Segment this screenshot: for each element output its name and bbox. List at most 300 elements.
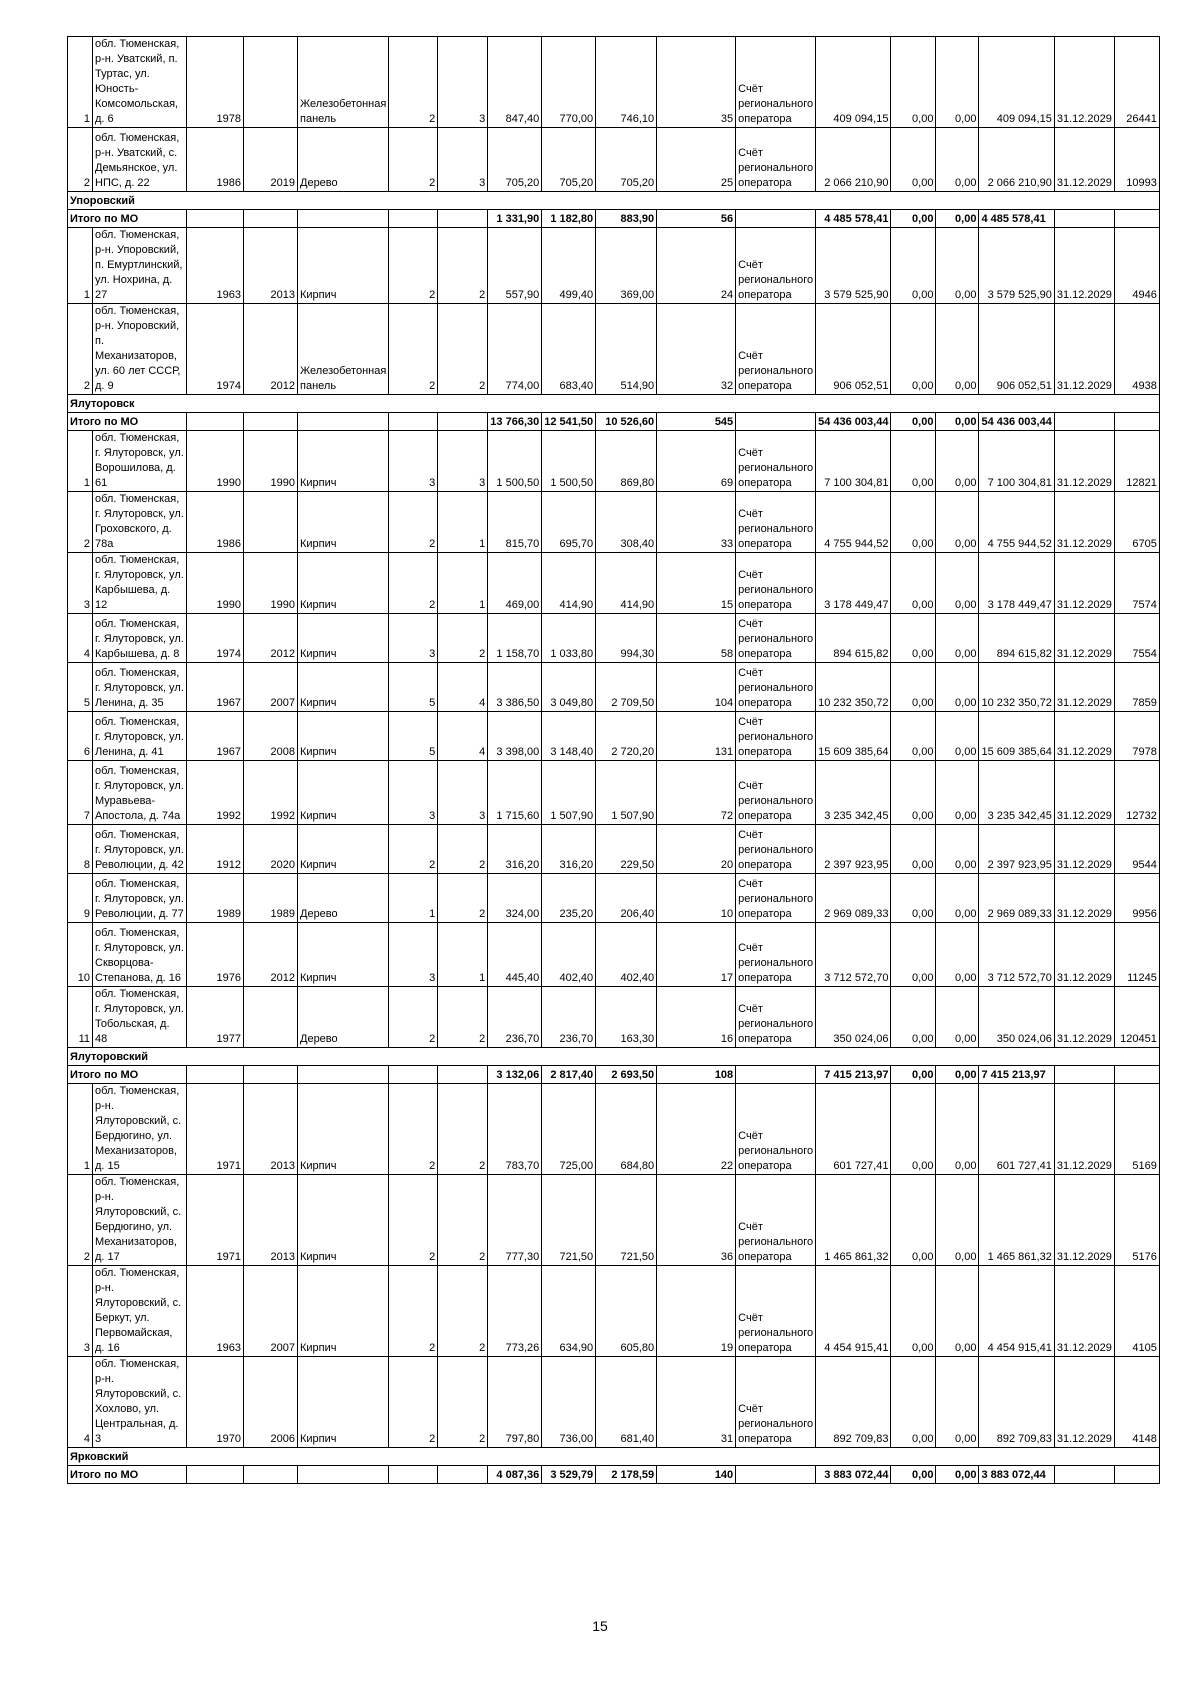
total-empty (298, 1466, 389, 1484)
funding-method: Счёт регионального оператора (736, 1266, 816, 1357)
counter: 26441 (1114, 37, 1159, 128)
entrances: 4 (438, 663, 488, 712)
funding-method: Счёт регионального оператора (736, 492, 816, 553)
row-number: 2 (68, 1175, 93, 1266)
wall-material: Железобетонная панель (298, 304, 389, 395)
total-cost: 4 485 578,41 (816, 210, 891, 228)
mo-header-row (68, 192, 1160, 210)
residents: 69 (657, 431, 736, 492)
wall-material: Кирпич (298, 663, 389, 712)
funding-method: Счёт регионального оператора (736, 761, 816, 825)
wall-material: Кирпич (298, 228, 389, 304)
residents: 33 (657, 492, 736, 553)
total-area-residential: 10 526,60 (596, 413, 657, 431)
total-zero-1: 0,00 (891, 413, 936, 431)
area-premises: 705,20 (542, 128, 596, 192)
total-cost-2: 4 485 578,41 (979, 210, 1054, 228)
address-cell: обл. Тюменская, р-н. Ялуторовский, с. Беркут, ул. Первомайская, д. 16 (93, 1266, 187, 1357)
wall-material: Кирпич (298, 712, 389, 761)
zero-1: 0,00 (891, 663, 936, 712)
area-residential: 994,30 (596, 614, 657, 663)
area-premises: 1 507,90 (542, 761, 596, 825)
area-residential: 2 709,50 (596, 663, 657, 712)
counter: 9544 (1114, 825, 1159, 874)
area-premises: 634,90 (542, 1266, 596, 1357)
zero-1: 0,00 (891, 923, 936, 987)
residents: 16 (657, 987, 736, 1048)
row-number: 1 (68, 431, 93, 492)
table-row (68, 1084, 1160, 1175)
row-number: 11 (68, 987, 93, 1048)
total-empty (438, 1466, 488, 1484)
address-cell: обл. Тюменская, р-н. Уватский, с. Демьянское, ул. НПС, д. 22 (93, 128, 187, 192)
total-label: Итого по МО (68, 1466, 187, 1484)
address-cell: обл. Тюменская, р-н. Ялуторовский, с. Бердюгино, ул. Механизаторов, д. 15 (93, 1084, 187, 1175)
cost: 892 709,83 (816, 1357, 891, 1448)
wall-material: Дерево (298, 128, 389, 192)
area-premises: 235,20 (542, 874, 596, 923)
total-empty (298, 413, 389, 431)
total-empty (1054, 1466, 1114, 1484)
cost-2: 3 235 342,45 (979, 761, 1054, 825)
residents: 24 (657, 228, 736, 304)
entrances: 2 (438, 1084, 488, 1175)
counter: 11245 (1114, 923, 1159, 987)
year-built: 1974 (187, 614, 244, 663)
mo-name: Ярковский (68, 1448, 1160, 1466)
deadline-date: 31.12.2029 (1054, 553, 1114, 614)
entrances: 1 (438, 492, 488, 553)
table-row (68, 874, 1160, 923)
address-cell: обл. Тюменская, г. Ялуторовск, ул. Карбышева, д. 12 (93, 553, 187, 614)
cost: 4 755 944,52 (816, 492, 891, 553)
total-empty (1114, 1466, 1159, 1484)
row-number: 5 (68, 663, 93, 712)
residents: 10 (657, 874, 736, 923)
row-number: 8 (68, 825, 93, 874)
zero-2: 0,00 (936, 923, 979, 987)
total-area-premises: 12 541,50 (542, 413, 596, 431)
cost-2: 4 755 944,52 (979, 492, 1054, 553)
deadline-date: 31.12.2029 (1054, 1175, 1114, 1266)
floors: 5 (389, 712, 438, 761)
deadline-date: 31.12.2029 (1054, 712, 1114, 761)
zero-1: 0,00 (891, 1084, 936, 1175)
area-residential: 746,10 (596, 37, 657, 128)
zero-2: 0,00 (936, 663, 979, 712)
year-repaired: 2012 (244, 614, 298, 663)
total-empty (244, 1066, 298, 1084)
deadline-date: 31.12.2029 (1054, 987, 1114, 1048)
entrances: 3 (438, 761, 488, 825)
year-built: 1963 (187, 228, 244, 304)
zero-1: 0,00 (891, 228, 936, 304)
cost: 10 232 350,72 (816, 663, 891, 712)
area-total: 1 715,60 (488, 761, 542, 825)
address-cell: обл. Тюменская, г. Ялуторовск, ул. Ленина, д. 35 (93, 663, 187, 712)
year-repaired: 2013 (244, 1175, 298, 1266)
area-residential: 721,50 (596, 1175, 657, 1266)
total-zero-1: 0,00 (891, 1066, 936, 1084)
funding-method: Счёт регионального оператора (736, 663, 816, 712)
address-cell: обл. Тюменская, г. Ялуторовск, ул. Ворошилова, д. 61 (93, 431, 187, 492)
cost-2: 3 712 572,70 (979, 923, 1054, 987)
address-cell: обл. Тюменская, р-н. Упоровский, п. Емуртлинский, ул. Нохрина, д. 27 (93, 228, 187, 304)
residents: 35 (657, 37, 736, 128)
area-residential: 308,40 (596, 492, 657, 553)
zero-1: 0,00 (891, 987, 936, 1048)
row-number: 3 (68, 553, 93, 614)
deadline-date: 31.12.2029 (1054, 614, 1114, 663)
total-empty (1114, 210, 1159, 228)
row-number: 1 (68, 37, 93, 128)
residents: 20 (657, 825, 736, 874)
total-empty (736, 1466, 816, 1484)
total-residents: 56 (657, 210, 736, 228)
wall-material: Кирпич (298, 431, 389, 492)
area-total: 797,80 (488, 1357, 542, 1448)
year-repaired: 2012 (244, 923, 298, 987)
year-built: 1986 (187, 128, 244, 192)
mo-header-row (68, 1448, 1160, 1466)
year-built: 1971 (187, 1175, 244, 1266)
cost: 409 094,15 (816, 37, 891, 128)
counter: 7978 (1114, 712, 1159, 761)
counter: 7554 (1114, 614, 1159, 663)
entrances: 2 (438, 1357, 488, 1448)
mo-header-row (68, 1048, 1160, 1066)
floors: 2 (389, 304, 438, 395)
row-number: 2 (68, 492, 93, 553)
total-residents: 545 (657, 413, 736, 431)
wall-material: Кирпич (298, 1175, 389, 1266)
total-empty (187, 413, 244, 431)
year-repaired: 1990 (244, 553, 298, 614)
residents: 36 (657, 1175, 736, 1266)
table-row (68, 492, 1160, 553)
table-row (68, 663, 1160, 712)
area-premises: 695,70 (542, 492, 596, 553)
cost-2: 2 969 089,33 (979, 874, 1054, 923)
address-cell: обл. Тюменская, г. Ялуторовск, ул. Тобольская, д. 48 (93, 987, 187, 1048)
table-row (68, 987, 1160, 1048)
area-residential: 2 720,20 (596, 712, 657, 761)
entrances: 4 (438, 712, 488, 761)
total-label: Итого по МО (68, 1066, 187, 1084)
wall-material: Кирпич (298, 492, 389, 553)
floors: 2 (389, 1357, 438, 1448)
floors: 2 (389, 128, 438, 192)
mo-total-row (68, 210, 1160, 228)
floors: 3 (389, 923, 438, 987)
floors: 2 (389, 987, 438, 1048)
residents: 58 (657, 614, 736, 663)
area-premises: 402,40 (542, 923, 596, 987)
total-area-premises: 2 817,40 (542, 1066, 596, 1084)
total-area-total: 13 766,30 (488, 413, 542, 431)
floors: 2 (389, 228, 438, 304)
total-empty (187, 1466, 244, 1484)
total-cost: 7 415 213,97 (816, 1066, 891, 1084)
floors: 3 (389, 761, 438, 825)
counter: 4938 (1114, 304, 1159, 395)
area-residential: 684,80 (596, 1084, 657, 1175)
year-built: 1989 (187, 874, 244, 923)
floors: 3 (389, 614, 438, 663)
entrances: 3 (438, 128, 488, 192)
residents: 15 (657, 553, 736, 614)
zero-2: 0,00 (936, 37, 979, 128)
year-built: 1967 (187, 663, 244, 712)
page-number: 15 (592, 1618, 608, 1634)
zero-2: 0,00 (936, 761, 979, 825)
counter: 10993 (1114, 128, 1159, 192)
mo-total-row (68, 413, 1160, 431)
floors: 2 (389, 1266, 438, 1357)
mo-total-row (68, 1066, 1160, 1084)
entrances: 2 (438, 614, 488, 663)
address-cell: обл. Тюменская, р-н. Ялуторовский, с. Хохлово, ул. Центральная, д. 3 (93, 1357, 187, 1448)
wall-material: Кирпич (298, 1357, 389, 1448)
zero-1: 0,00 (891, 614, 936, 663)
year-repaired: 2012 (244, 304, 298, 395)
total-area-residential: 2 693,50 (596, 1066, 657, 1084)
cost: 3 712 572,70 (816, 923, 891, 987)
cost: 894 615,82 (816, 614, 891, 663)
deadline-date: 31.12.2029 (1054, 228, 1114, 304)
total-empty (1054, 413, 1114, 431)
area-residential: 705,20 (596, 128, 657, 192)
counter: 4148 (1114, 1357, 1159, 1448)
wall-material: Железобетонная панель (298, 37, 389, 128)
area-premises: 1 033,80 (542, 614, 596, 663)
total-residents: 108 (657, 1066, 736, 1084)
area-total: 236,70 (488, 987, 542, 1048)
row-number: 4 (68, 614, 93, 663)
deadline-date: 31.12.2029 (1054, 923, 1114, 987)
table-row (68, 553, 1160, 614)
total-area-residential: 2 178,59 (596, 1466, 657, 1484)
cost: 2 066 210,90 (816, 128, 891, 192)
year-built: 1990 (187, 431, 244, 492)
entrances: 3 (438, 37, 488, 128)
address-cell: обл. Тюменская, р-н. Упоровский, п. Механизаторов, ул. 60 лет СССР, д. 9 (93, 304, 187, 395)
floors: 1 (389, 874, 438, 923)
cost: 906 052,51 (816, 304, 891, 395)
funding-method: Счёт регионального оператора (736, 987, 816, 1048)
cost-2: 906 052,51 (979, 304, 1054, 395)
wall-material: Кирпич (298, 761, 389, 825)
counter: 4105 (1114, 1266, 1159, 1357)
total-zero-1: 0,00 (891, 1466, 936, 1484)
residents: 72 (657, 761, 736, 825)
funding-method: Счёт регионального оператора (736, 712, 816, 761)
total-area-total: 3 132,06 (488, 1066, 542, 1084)
year-repaired: 2006 (244, 1357, 298, 1448)
area-residential: 869,80 (596, 431, 657, 492)
area-premises: 3 148,40 (542, 712, 596, 761)
area-total: 783,70 (488, 1084, 542, 1175)
counter: 9956 (1114, 874, 1159, 923)
year-repaired: 2013 (244, 228, 298, 304)
year-built: 1963 (187, 1266, 244, 1357)
address-cell: обл. Тюменская, г. Ялуторовск, ул. Ленина, д. 41 (93, 712, 187, 761)
year-repaired: 1989 (244, 874, 298, 923)
floors: 2 (389, 553, 438, 614)
zero-2: 0,00 (936, 1084, 979, 1175)
year-repaired: 2013 (244, 1084, 298, 1175)
deadline-date: 31.12.2029 (1054, 304, 1114, 395)
area-residential: 414,90 (596, 553, 657, 614)
total-empty (389, 1066, 438, 1084)
area-total: 316,20 (488, 825, 542, 874)
table-row (68, 304, 1160, 395)
year-repaired: 2020 (244, 825, 298, 874)
total-cost-2: 3 883 072,44 (979, 1466, 1054, 1484)
table-row (68, 431, 1160, 492)
area-premises: 683,40 (542, 304, 596, 395)
zero-2: 0,00 (936, 431, 979, 492)
wall-material: Кирпич (298, 923, 389, 987)
deadline-date: 31.12.2029 (1054, 128, 1114, 192)
counter: 12821 (1114, 431, 1159, 492)
zero-2: 0,00 (936, 228, 979, 304)
year-built: 1978 (187, 37, 244, 128)
total-cost-2: 54 436 003,44 (979, 413, 1054, 431)
total-zero-2: 0,00 (936, 1066, 979, 1084)
address-cell: обл. Тюменская, г. Ялуторовск, ул. Революции, д. 42 (93, 825, 187, 874)
year-built: 1971 (187, 1084, 244, 1175)
floors: 2 (389, 492, 438, 553)
cost: 15 609 385,64 (816, 712, 891, 761)
entrances: 3 (438, 431, 488, 492)
total-empty (1054, 210, 1114, 228)
area-residential: 163,30 (596, 987, 657, 1048)
total-empty (1114, 413, 1159, 431)
year-built: 1967 (187, 712, 244, 761)
total-label: Итого по МО (68, 413, 187, 431)
counter: 4946 (1114, 228, 1159, 304)
total-empty (389, 1466, 438, 1484)
area-premises: 721,50 (542, 1175, 596, 1266)
zero-2: 0,00 (936, 987, 979, 1048)
year-repaired: 1992 (244, 761, 298, 825)
area-total: 557,90 (488, 228, 542, 304)
table-row (68, 825, 1160, 874)
total-empty (298, 210, 389, 228)
counter: 120451 (1114, 987, 1159, 1048)
entrances: 2 (438, 304, 488, 395)
cost-2: 350 024,06 (979, 987, 1054, 1048)
total-empty (244, 1466, 298, 1484)
area-total: 773,26 (488, 1266, 542, 1357)
total-empty (244, 210, 298, 228)
funding-method: Счёт регионального оператора (736, 553, 816, 614)
total-cost: 3 883 072,44 (816, 1466, 891, 1484)
deadline-date: 31.12.2029 (1054, 663, 1114, 712)
zero-1: 0,00 (891, 1357, 936, 1448)
row-number: 10 (68, 923, 93, 987)
total-zero-2: 0,00 (936, 1466, 979, 1484)
zero-2: 0,00 (936, 614, 979, 663)
total-empty (438, 413, 488, 431)
zero-1: 0,00 (891, 825, 936, 874)
cost: 601 727,41 (816, 1084, 891, 1175)
cost: 2 397 923,95 (816, 825, 891, 874)
table-row (68, 228, 1160, 304)
area-total: 777,30 (488, 1175, 542, 1266)
area-residential: 605,80 (596, 1266, 657, 1357)
residents: 19 (657, 1266, 736, 1357)
entrances: 1 (438, 923, 488, 987)
table-row (68, 1357, 1160, 1448)
total-empty (736, 413, 816, 431)
wall-material: Дерево (298, 987, 389, 1048)
zero-2: 0,00 (936, 304, 979, 395)
table-row (68, 712, 1160, 761)
deadline-date: 31.12.2029 (1054, 431, 1114, 492)
total-empty (736, 1066, 816, 1084)
area-premises: 316,20 (542, 825, 596, 874)
entrances: 2 (438, 825, 488, 874)
zero-1: 0,00 (891, 761, 936, 825)
area-total: 1 500,50 (488, 431, 542, 492)
row-number: 4 (68, 1357, 93, 1448)
area-total: 3 398,00 (488, 712, 542, 761)
residents: 17 (657, 923, 736, 987)
total-zero-1: 0,00 (891, 210, 936, 228)
address-cell: обл. Тюменская, г. Ялуторовск, ул. Муравьева-Апостола, д. 74а (93, 761, 187, 825)
total-empty (1114, 1066, 1159, 1084)
funding-method: Счёт регионального оператора (736, 128, 816, 192)
year-repaired (244, 37, 298, 128)
entrances: 2 (438, 1266, 488, 1357)
counter: 6705 (1114, 492, 1159, 553)
total-empty (244, 413, 298, 431)
zero-2: 0,00 (936, 825, 979, 874)
area-premises: 725,00 (542, 1084, 596, 1175)
year-repaired (244, 987, 298, 1048)
cost-2: 409 094,15 (979, 37, 1054, 128)
year-built: 1990 (187, 553, 244, 614)
table-row (68, 1175, 1160, 1266)
zero-2: 0,00 (936, 1175, 979, 1266)
table-row (68, 1266, 1160, 1357)
deadline-date: 31.12.2029 (1054, 1084, 1114, 1175)
residents: 25 (657, 128, 736, 192)
row-number: 1 (68, 228, 93, 304)
zero-2: 0,00 (936, 712, 979, 761)
cost-2: 15 609 385,64 (979, 712, 1054, 761)
total-empty (187, 1066, 244, 1084)
cost-2: 10 232 350,72 (979, 663, 1054, 712)
deadline-date: 31.12.2029 (1054, 761, 1114, 825)
floors: 2 (389, 1175, 438, 1266)
funding-method: Счёт регионального оператора (736, 614, 816, 663)
cost-2: 1 465 861,32 (979, 1175, 1054, 1266)
zero-1: 0,00 (891, 304, 936, 395)
mo-total-row (68, 1466, 1160, 1484)
floors: 2 (389, 37, 438, 128)
counter: 12732 (1114, 761, 1159, 825)
address-cell: обл. Тюменская, г. Ялуторовск, ул. Карбышева, д. 8 (93, 614, 187, 663)
residents: 131 (657, 712, 736, 761)
cost-2: 2 397 923,95 (979, 825, 1054, 874)
year-built: 1986 (187, 492, 244, 553)
cost-2: 3 178 449,47 (979, 553, 1054, 614)
mo-name: Ялуторовск (68, 395, 1160, 413)
area-premises: 1 500,50 (542, 431, 596, 492)
